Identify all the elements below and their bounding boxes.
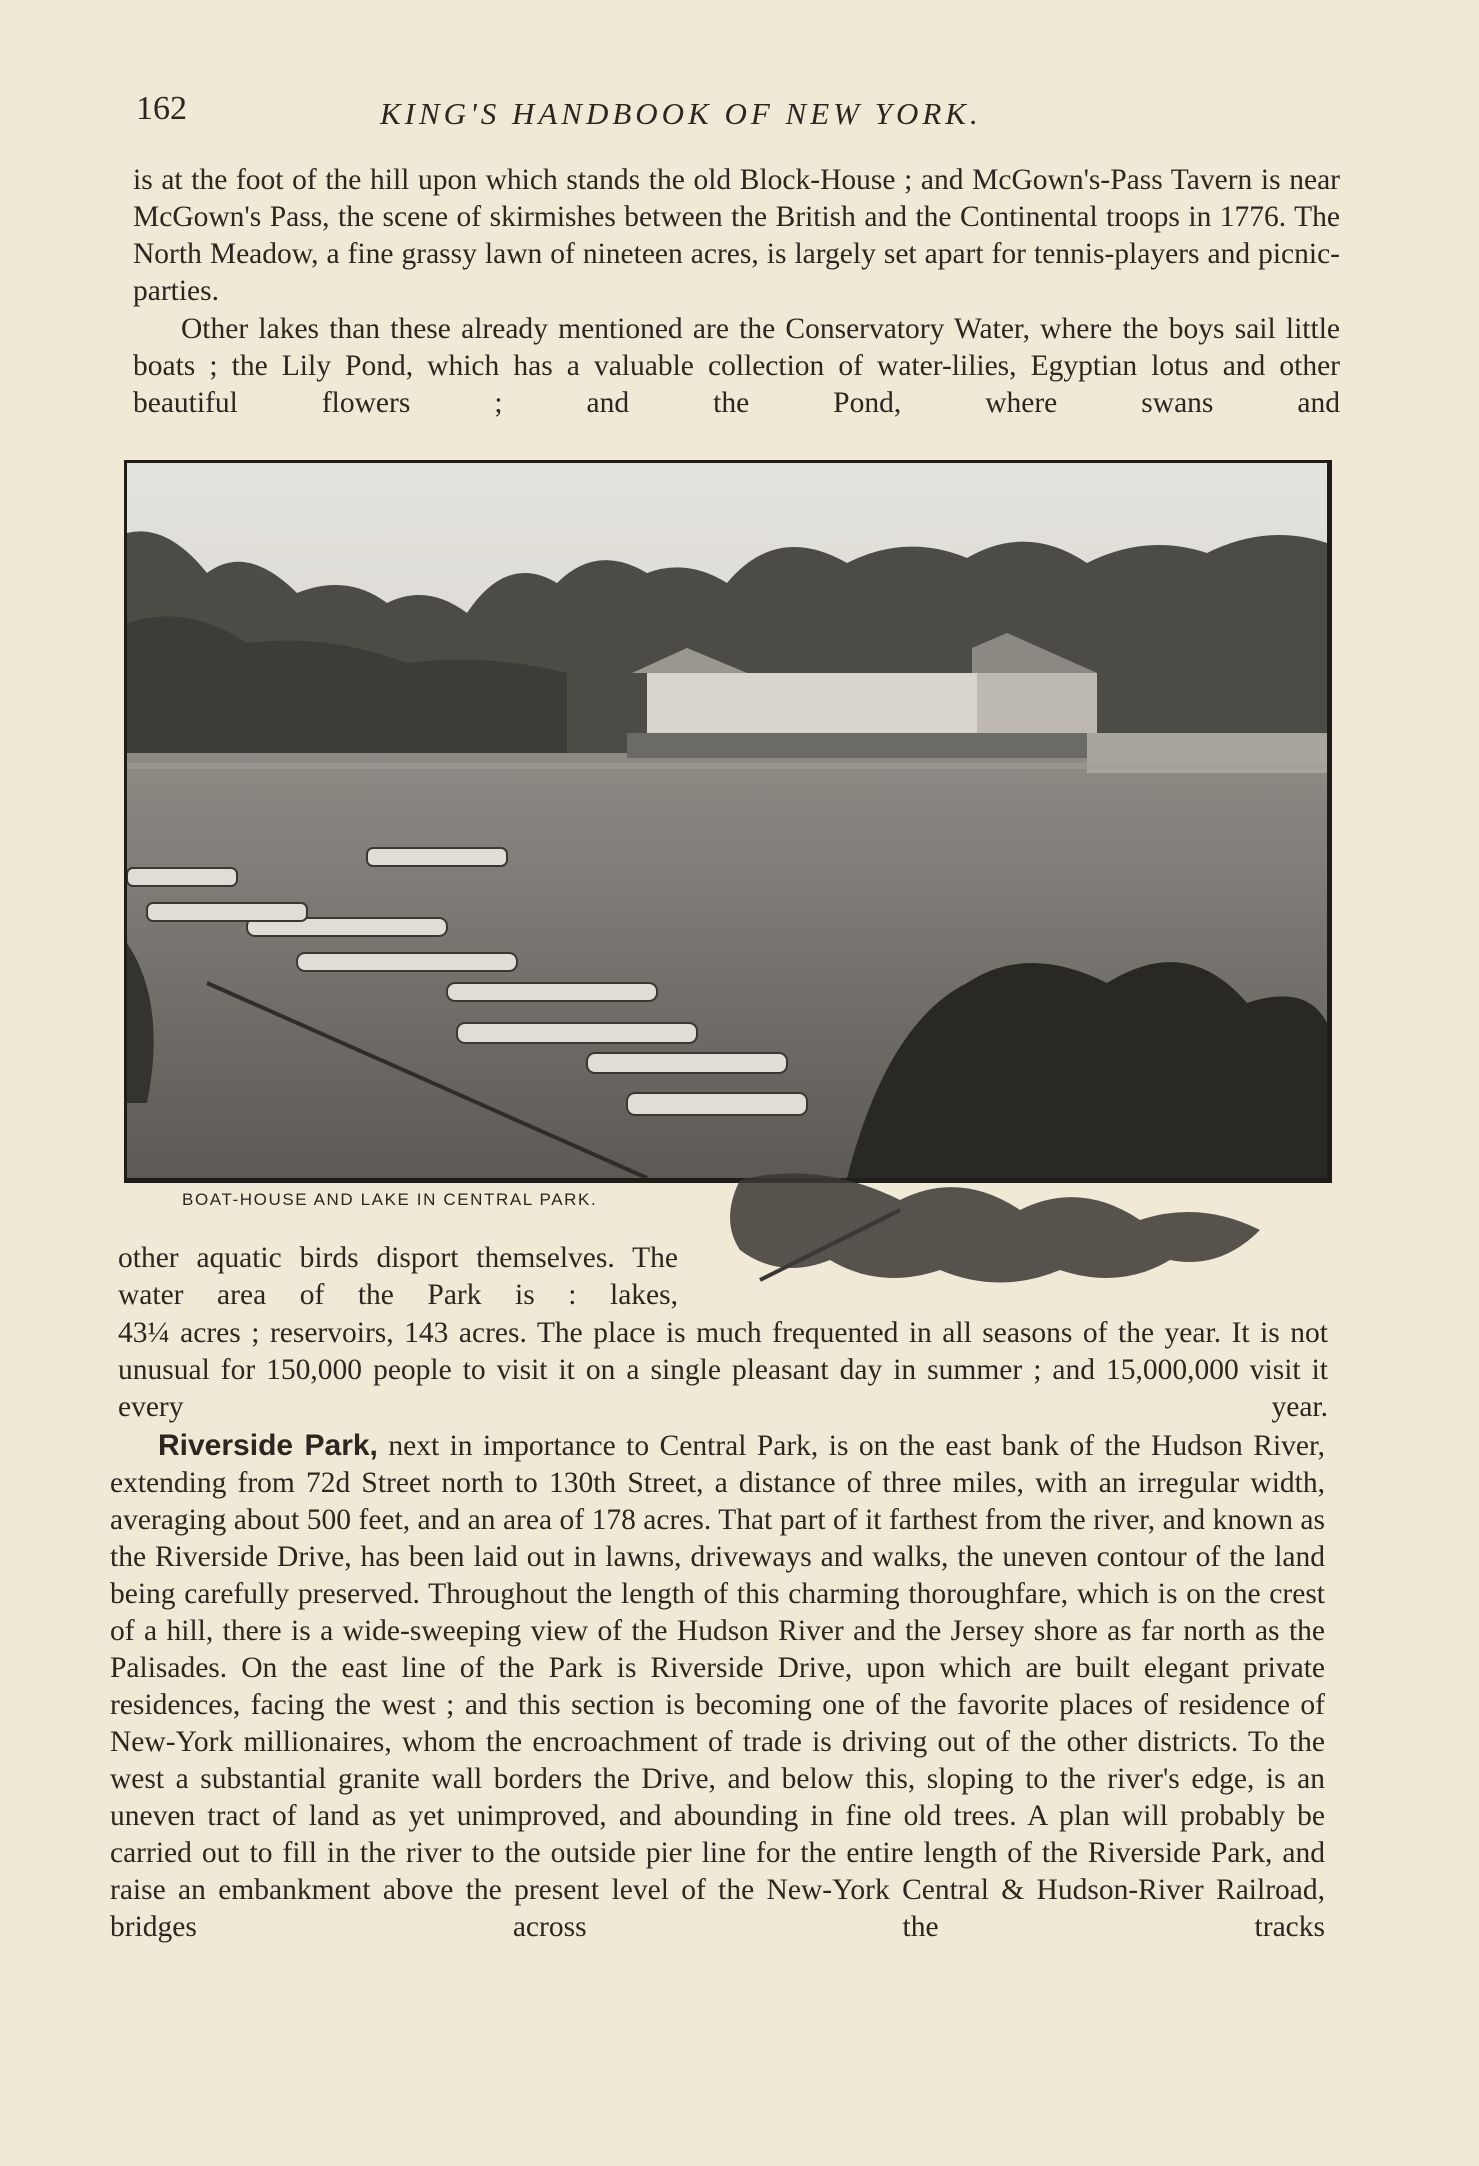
paragraph-4 [110,1427,1325,1946]
paragraph-3-wrapped: other aquatic birds disport themselves. The water area of the Park is : lakes, [118,1242,678,1311]
paragraph-1: is at the foot of the hill upon which stands the old Block-House ; and McGown's-Pass Tavern is near McGown's Pass, the scene of skirmishes between the British and the Continental troops in 1776. The North Meadow, a fine grassy lawn of nineteen acres, is largely set apart for tennis-players and picnic-parties. [133,164,1340,307]
paragraph-2: Other lakes than these already mentioned are the Conservatory Water, where the boys sail little boats ; the Lily Pond, which has a valuable collection of water-lilies, Egyptian lotus and other beautiful flowers ; and the Pond, where swans and [133,313,1340,419]
paragraph-4-body: next in importance to Central Park, is on the east bank of the Hudson River, extending from 72d Street north to 130th Street, a distance of three miles, with an irregular width, averaging about 500 feet, and an area of 178 acres. That part of it farthest from the river, and known as the Riverside Drive, has been laid out in lawns, driveways and walks, the uneven contour of the land being carefully preserved. Throughout the length of this charming thoroughfare, which is on the crest of a hill, there is a wide-sweeping view of the Hudson River and the Jersey shore as far north as the Palisades. On the east line of the Park is Riverside Drive, upon which are built elegant private residences, facing the west ; and this section is becoming one of the favorite places of residence of New-York millionaires, whom the encroachment of trade is driving out of the other districts. To the west a substantial granite wall borders the Drive, and below this, sloping to the river's edge, is an uneven tract of land as yet unimproved, and abounding in fine old trees. A plan will probably be carried out to fill in the river to the outside pier line for the entire length of the Riverside Park, and raise an embankment above the present level of the New-York Central & Hudson-River Railroad, bridges across the tracks [110,1430,1325,1943]
section-lead-term: Riverside Park, [158,1429,378,1462]
foliage-overhang [700,1120,1260,1300]
boathouse-lake-photo [124,460,1332,1183]
figure-caption: BOAT-HOUSE AND LAKE IN CENTRAL PARK. [182,1190,598,1209]
paragraph-3-continued: 43¼ acres ; reservoirs, 143 acres. The place is much frequented in all seasons of the year. It is not unusual for 150,000 people to visit it on a single pleasant day in summer ; and 15,000,000 visit it every year. [118,1317,1328,1423]
running-title: KING'S HANDBOOK OF NEW YORK. [380,96,982,131]
page-number: 162 [136,90,187,127]
